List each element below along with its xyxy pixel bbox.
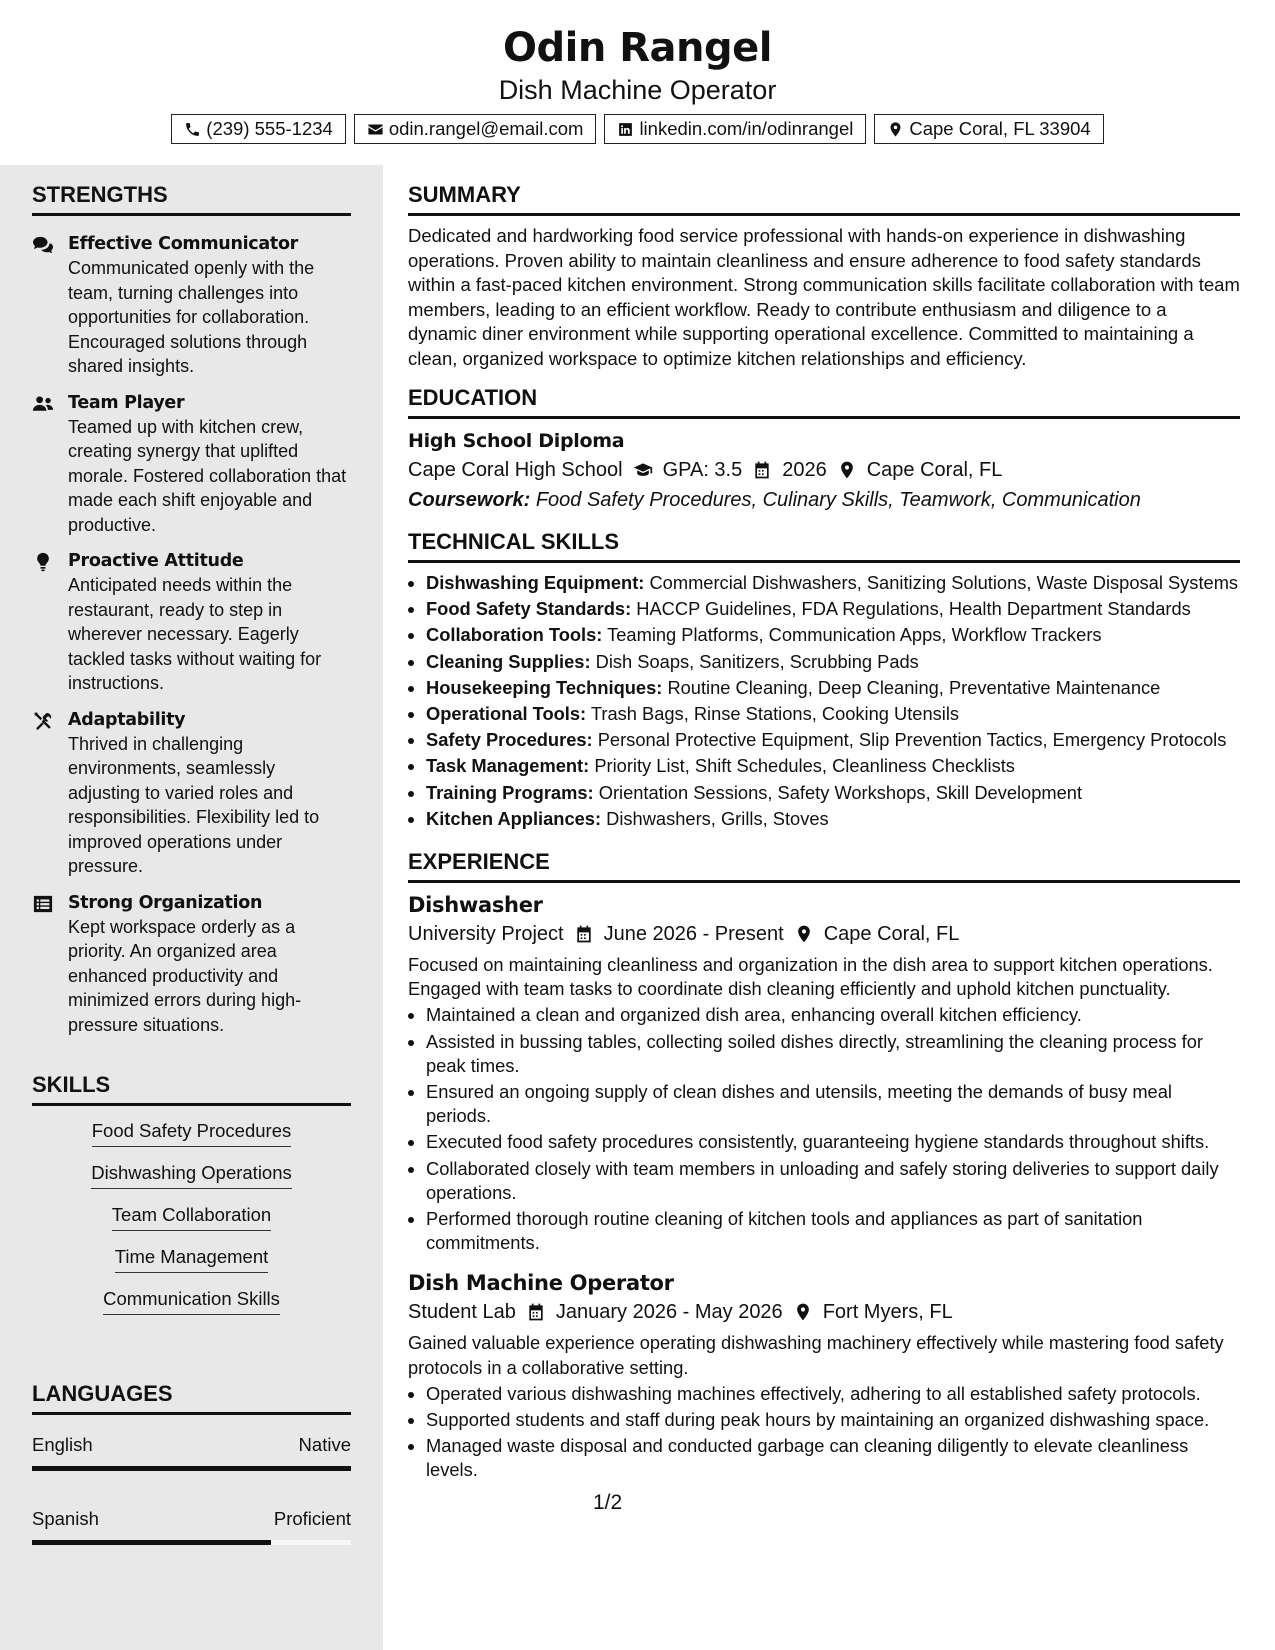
- job-bullets: [408, 1003, 1240, 1255]
- technical-skill-item: [426, 781, 1240, 805]
- users-icon: [32, 394, 54, 414]
- job-meta: [408, 919, 1240, 949]
- skill-label: Cleaning Supplies:: [426, 650, 591, 672]
- skill-tag: Team Collaboration: [112, 1202, 271, 1231]
- strength-description: Thrived in challenging environments, seamlessly adjusting to varied roles and responsibilities. Flexibility led to improved operations under pressure.: [68, 733, 320, 876]
- skill-label: Operational Tools:: [426, 703, 587, 725]
- strength-title: Effective Communicator: [68, 234, 299, 254]
- education-heading: EDUCATION: [408, 385, 1240, 419]
- skill-value: HACCP Guidelines, FDA Regulations, Health Department Standards: [636, 598, 1191, 620]
- strength-title: Team Player: [68, 392, 185, 413]
- technical-skill-item: [426, 754, 1240, 778]
- graduation-year: 2026: [782, 459, 827, 481]
- school-name: Cape Coral High School: [408, 459, 623, 481]
- resume-header: [0, 0, 1275, 144]
- strength-title: Proactive Attitude: [68, 551, 244, 571]
- language-proficiency-fill: [32, 1466, 351, 1471]
- languages-heading: LANGUAGES: [32, 1381, 351, 1415]
- technical-skills-heading: TECHNICAL SKILLS: [408, 529, 1240, 563]
- skill-label: Kitchen Appliances:: [426, 807, 602, 829]
- location-pin-icon: [887, 121, 904, 138]
- job-bullet: • Assisted in bussing tables, collecting soiled dishes directly, streamlining the cleaning process for peak times.: [426, 1030, 1240, 1078]
- main-content: [408, 165, 1240, 1485]
- contact-bar: [0, 114, 1275, 144]
- job-description: Focused on maintaining cleanliness and organization in the dish area to support kitchen operations. Engaged with team tasks to coordinate dish cleaning efficiently and uphold kitchen punctuality.: [408, 954, 1213, 1000]
- envelope-icon: [367, 121, 384, 138]
- strength-description: Anticipated needs within the restaurant, ready to step in wherever necessary. Eagerly tackled tasks without waiting for instructions.: [68, 575, 322, 693]
- job-company: University Project: [408, 923, 564, 946]
- strength-item: [32, 891, 351, 1038]
- lightbulb-icon: [32, 552, 54, 572]
- strength-item: [32, 708, 351, 879]
- education-meta: [408, 455, 1240, 485]
- job-entry: [408, 1269, 1240, 1482]
- graduation-cap-icon: [633, 460, 653, 480]
- contact-linkedin[interactable]: [604, 114, 866, 144]
- job-position: Dish Machine Operator: [408, 1271, 674, 1296]
- skills-heading: SKILLS: [32, 1072, 351, 1106]
- strength-item: [32, 391, 351, 538]
- contact-location-text: Cape Coral, FL 33904: [909, 118, 1091, 139]
- skill-value: Orientation Sessions, Safety Workshops, Skill Development: [598, 781, 1083, 803]
- strength-title: Adaptability: [68, 709, 186, 730]
- language-row: [32, 1507, 351, 1531]
- skill-value: Trash Bags, Rinse Stations, Cooking Utensils: [590, 703, 960, 725]
- job-bullet: • Collaborated closely with team members in unloading and safely storing deliveries to support daily operations.: [426, 1157, 1240, 1205]
- skill-value: Teaming Platforms, Communication Apps, Workflow Trackers: [607, 624, 1102, 646]
- technical-skill-item: [426, 623, 1240, 647]
- phone-icon: [184, 121, 201, 138]
- degree-title: High School Diploma: [408, 430, 625, 452]
- location-pin-icon: [837, 460, 857, 480]
- strengths-heading: STRENGTHS: [32, 182, 351, 216]
- location-pin-icon: [794, 924, 814, 944]
- calendar-icon: [752, 460, 772, 480]
- strength-description: Kept workspace orderly as a priority. An organized area enhanced productivity and minimized errors during high-pressure situations.: [68, 916, 302, 1035]
- skill-label: Safety Procedures:: [426, 729, 593, 751]
- skill-value: Personal Protective Equipment, Slip Prevention Tactics, Emergency Protocols: [597, 729, 1227, 751]
- skill-value: Dish Soaps, Sanitizers, Scrubbing Pads: [595, 650, 919, 672]
- gpa: GPA: 3.5: [662, 459, 743, 481]
- summary-text: Dedicated and hardworking food service professional with hands-on experience in dishwashing operations. Proven ability to maintain cleanliness and ensure adherence to food safety standards within a fast-paced kitchen environment. Strong communication skills facilitate collaboration with team members, leading to an efficient workflow. Ready to contribute enthusiasm and diligence to a dynamic diner environment while supporting operational excellence. Committed to maintaining a clean, organized workspace to optimize kitchen relationships and efficiency.: [408, 225, 1240, 369]
- job-bullet: • Maintained a clean and organized dish area, enhancing overall kitchen efficiency.: [426, 1003, 1240, 1027]
- skill-label: Housekeeping Techniques:: [426, 676, 663, 698]
- language-proficiency-bar: [32, 1540, 351, 1545]
- calendar-icon: [526, 1302, 546, 1322]
- job-position: Dishwasher: [408, 893, 543, 918]
- strength-item: [32, 549, 351, 696]
- experience-heading: EXPERIENCE: [408, 849, 1240, 883]
- job-dates: June 2026 - Present: [603, 923, 784, 946]
- skill-label: Food Safety Standards:: [426, 598, 632, 620]
- skill-label: Collaboration Tools:: [426, 624, 603, 646]
- skill-label: Task Management:: [426, 755, 590, 777]
- language-row: [32, 1433, 351, 1457]
- language-name: Spanish: [32, 1508, 99, 1529]
- coursework-label: Coursework:: [408, 489, 531, 511]
- job-meta: [408, 1297, 1240, 1327]
- candidate-name: Odin Rangel: [503, 25, 772, 71]
- skill-tag: Time Management: [115, 1244, 269, 1273]
- job-bullet: • Ensured an ongoing supply of clean dishes and utensils, meeting the demands of busy meal periods.: [426, 1080, 1240, 1128]
- job-bullet: • Executed food safety procedures consistently, guaranteeing hygiene standards throughout shifts.: [426, 1130, 1240, 1154]
- skills-section: [32, 1072, 351, 1324]
- coursework-list: Food Safety Procedures, Culinary Skills, Teamwork, Communication: [535, 489, 1141, 511]
- job-location: Fort Myers, FL: [822, 1301, 953, 1324]
- sidebar: [0, 165, 383, 1650]
- technical-skill-item: [426, 650, 1240, 674]
- skill-label: Dishwashing Equipment:: [426, 572, 645, 593]
- technical-skill-item: [426, 728, 1240, 752]
- job-dates: January 2026 - May 2026: [555, 1301, 783, 1324]
- technical-skill-item: [426, 807, 1240, 831]
- contact-email-text: odin.rangel@email.com: [388, 118, 584, 139]
- job-bullets: [408, 1382, 1240, 1483]
- language-name: English: [32, 1434, 93, 1455]
- strength-item: [32, 232, 351, 379]
- linkedin-icon: [617, 121, 634, 138]
- job-description: Gained valuable experience operating dishwashing machinery effectively while mastering food safety protocols in a collaborative setting.: [408, 1332, 1224, 1378]
- job-bullet: • Managed waste disposal and conducted garbage can cleaning diligently to elevate cleanliness levels.: [426, 1434, 1240, 1482]
- technical-skill-item: [426, 597, 1240, 621]
- skill-tag: Dishwashing Operations: [91, 1160, 292, 1189]
- job-bullet: • Operated various dishwashing machines effectively, adhering to all established safety protocols.: [426, 1382, 1240, 1406]
- page-number: 1/2: [593, 1491, 623, 1514]
- contact-phone-text: (239) 555-1234: [206, 118, 333, 139]
- list-icon: [32, 894, 54, 914]
- skill-value: Commercial Dishwashers, Sanitizing Solutions, Waste Disposal Systems: [649, 572, 1239, 593]
- location-pin-icon: [793, 1302, 813, 1322]
- job-bullet: • Performed thorough routine cleaning of kitchen tools and appliances as part of sanitation commitments.: [426, 1207, 1240, 1255]
- skill-tag: Communication Skills: [103, 1286, 280, 1315]
- language-proficiency-bar: [32, 1466, 351, 1471]
- contact-linkedin-text: linkedin.com/in/odinrangel: [639, 118, 854, 139]
- technical-skill-item: [426, 702, 1240, 726]
- job-company: Student Lab: [408, 1301, 516, 1324]
- summary-heading: SUMMARY: [408, 182, 1240, 216]
- skill-value: Dishwashers, Grills, Stoves: [606, 807, 829, 829]
- school-location: Cape Coral, FL: [866, 459, 1003, 481]
- job-title: Dish Machine Operator: [498, 75, 777, 105]
- strength-description: Teamed up with kitchen crew, creating synergy that uplifted morale. Fostered collaboration that made each shift enjoyable and productive.: [68, 416, 347, 535]
- skill-value: Routine Cleaning, Deep Cleaning, Preventative Maintenance: [667, 676, 1161, 698]
- skill-value: Priority List, Shift Schedules, Cleanliness Checklists: [594, 755, 1015, 777]
- strength-title: Strong Organization: [68, 892, 263, 913]
- language-level: Native: [298, 1434, 351, 1455]
- contact-location[interactable]: [874, 114, 1103, 144]
- technical-skill-item: [426, 571, 1240, 595]
- job-entry: [408, 891, 1240, 1255]
- tools-icon: [32, 711, 54, 731]
- technical-skills-list: [408, 571, 1240, 831]
- skill-tag: Food Safety Procedures: [92, 1118, 292, 1147]
- languages-section: [32, 1381, 351, 1581]
- language-level: Proficient: [273, 1508, 351, 1529]
- strengths-section: [32, 182, 351, 1049]
- contact-email[interactable]: [354, 114, 597, 144]
- strength-description: Communicated openly with the team, turning challenges into opportunities for collaboration. Encouraged solutions through shared insights.: [68, 258, 315, 376]
- skills-list: [32, 1114, 351, 1324]
- coursework: [408, 485, 1240, 515]
- comments-icon: [32, 235, 54, 255]
- skill-label: Training Programs:: [426, 781, 594, 803]
- technical-skill-item: [426, 676, 1240, 700]
- calendar-icon: [574, 924, 594, 944]
- contact-phone[interactable]: [171, 114, 346, 144]
- job-location: Cape Coral, FL: [823, 923, 960, 946]
- job-bullet: • Supported students and staff during peak hours by maintaining an organized dishwashing space.: [426, 1408, 1240, 1432]
- language-proficiency-fill: [32, 1540, 271, 1545]
